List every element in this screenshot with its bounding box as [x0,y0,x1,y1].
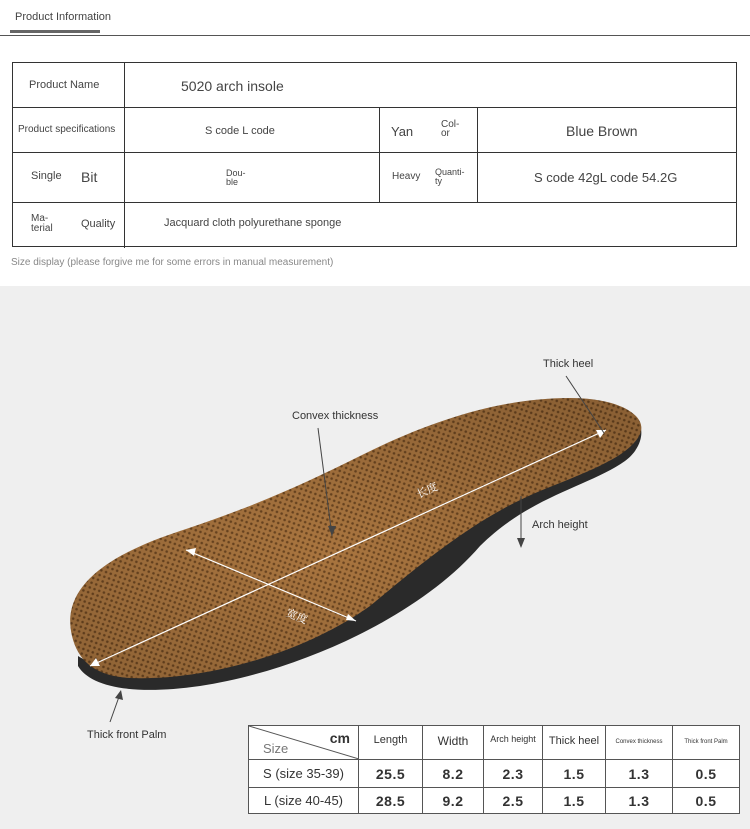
table-cell [125,203,738,248]
front-palm-column [673,726,739,813]
section-title: Product Information [15,11,111,23]
size-table [248,725,740,814]
title-underline [10,30,100,33]
quantity-label [435,168,465,186]
bit-label: Bit [81,169,98,185]
single-label: Single [31,170,62,182]
convex-thickness-column [606,726,673,813]
table-cell [13,63,125,107]
heavy-label: Heavy [392,171,421,182]
size-note: Size display (please forgive me for some errors in manual measurement) [11,257,334,268]
convex-thickness-label: Convex thickness [292,410,379,422]
table-row [13,153,736,203]
header-length: Length [373,734,408,746]
value-l-width: 9.2 [442,793,464,809]
table-cell [380,153,478,202]
table-cell [125,63,738,107]
width-mark: 宽度 [284,607,310,627]
color-label-a: Yan [391,124,414,139]
double-label [226,169,246,187]
section-header [0,0,750,36]
arch-height-column [484,726,543,813]
row-label-l: L (size 40-45) [264,793,343,808]
header-convex-thickness: Convex thickness [615,739,663,745]
specs-value: S code L code [205,125,275,137]
quantity-line1: Quanti- [435,167,465,177]
double-line2: ble [226,177,239,187]
value-l-length: 28.5 [375,793,406,809]
value-l-front-palm: 0.5 [695,793,717,809]
table-cell [380,108,478,152]
table-row [13,203,736,248]
size-header: Size [263,741,289,756]
length-column [359,726,423,813]
value-l-arch-height: 2.5 [502,793,524,809]
material-value: Jacquard cloth polyurethane sponge [164,217,342,229]
header-divider [249,759,739,760]
header-width: Width [437,734,469,748]
table-cell [13,153,125,202]
material-line2: terial [31,223,53,234]
length-mark: 长度 [414,480,440,501]
value-s-convex-thickness: 1.3 [628,766,650,782]
table-cell [478,153,738,202]
material-line1: Ma- [31,213,49,224]
unit-label: cm [329,730,350,746]
specs-label: Product specifications [18,124,116,135]
size-column [249,726,359,813]
product-name-value: 5020 arch insole [181,78,284,94]
value-s-width: 8.2 [442,766,464,782]
value-l-thick-heel: 1.5 [563,793,585,809]
material-label [31,214,53,234]
double-line1: Dou- [226,168,246,178]
arch-height-label: Arch height [532,519,588,531]
thick-front-palm-label: Thick front Palm [87,729,167,741]
row-label-s: S (size 35-39) [263,766,344,781]
table-cell [478,108,738,152]
value-l-convex-thickness: 1.3 [628,793,650,809]
table-cell [125,108,380,152]
value-s-length: 25.5 [375,766,406,782]
header-thick-heel: Thick heel [548,735,600,747]
row-divider [249,787,739,788]
color-value: Blue Brown [566,123,638,139]
quality-label: Quality [81,218,116,230]
header-arch-height: Arch height [490,734,536,744]
product-name-label: Product Name [29,79,100,91]
table-row [13,63,736,108]
width-column [423,726,484,813]
product-info-table [12,62,737,247]
value-s-front-palm: 0.5 [695,766,717,782]
thick-heel-column [543,726,606,813]
color-label-line1: Col- [441,119,460,130]
table-cell [125,153,380,202]
quantity-line2: ty [435,176,443,186]
value-s-thick-heel: 1.5 [563,766,585,782]
value-s-arch-height: 2.3 [502,766,524,782]
weight-value: S code 42gL code 54.2G [534,170,678,185]
header-front-palm: Thick front Palm [684,739,728,745]
color-label-line2: or [441,128,450,139]
thick-heel-label: Thick heel [543,358,594,370]
table-cell [13,108,125,152]
table-row [13,108,736,153]
table-cell [13,203,125,248]
color-label-b [441,120,459,138]
